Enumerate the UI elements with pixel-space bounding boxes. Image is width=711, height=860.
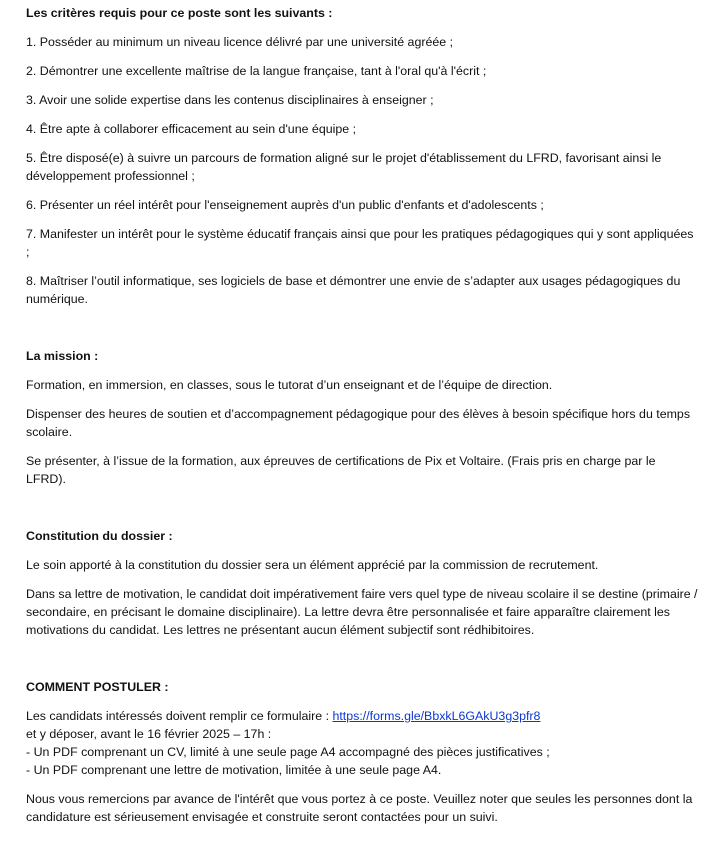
mission-heading: La mission : — [26, 349, 99, 363]
document-page — [26, 4, 698, 837]
dossier-heading: Constitution du dossier : — [26, 529, 173, 543]
criteria-item: 8. Maîtriser l’outil informatique, ses logiciels de base et démontrer une envie de s’adapter aux usages pédagogiques du numérique. — [26, 274, 681, 306]
section-spacer — [26, 319, 698, 347]
criteria-item: 7. Manifester un intérêt pour le système éducatif français ainsi que pour les pratiques pédagogiques qui y sont appliquées ; — [26, 227, 694, 259]
mission-paragraph: Se présenter, à l’issue de la formation, aux épreuves de certifications de Pix et Voltaire. (Frais pris en charge par le LFRD). — [26, 454, 656, 486]
apply-intro-line — [26, 707, 698, 725]
apply-section — [26, 678, 698, 826]
mission-paragraph: Formation, en immersion, en classes, sous le tutorat d’un enseignant et de l’équipe de direction. — [26, 378, 553, 392]
criteria-item: 4. Être apte à collaborer efficacement au sein d'une équipe ; — [26, 122, 357, 136]
mission-section — [26, 347, 698, 488]
section-spacer — [26, 650, 698, 678]
apply-deadline: et y déposer, avant le 16 février 2025 – 17h : — [26, 727, 272, 741]
document-requirement: - Un PDF comprenant un CV, limité à une seule page A4 accompagné des pièces justificatives ; — [26, 745, 550, 759]
criteria-item: 2. Démontrer une excellente maîtrise de la langue française, tant à l'oral qu'à l'écrit ; — [26, 64, 487, 78]
criteria-item: 5. Être disposé(e) à suivre un parcours de formation aligné sur le projet d'établissement du LFRD, favorisant ainsi le développement professionnel ; — [26, 151, 662, 183]
section-spacer — [26, 499, 698, 527]
criteria-item: 1. Posséder au minimum un niveau licence délivré par une université agréée ; — [26, 35, 454, 49]
apply-heading: COMMENT POSTULER : — [26, 680, 169, 694]
dossier-section — [26, 527, 698, 639]
closing-paragraph: Nous vous remercions par avance de l'intérêt que vous portez à ce poste. Veuillez noter que seules les personnes dont la candidature est sérieusement envisagée et construite seront contactées pour un suivi. — [26, 792, 693, 824]
criteria-heading: Les critères requis pour ce poste sont les suivants : — [26, 6, 333, 20]
criteria-item: 3. Avoir une solide expertise dans les contenus disciplinaires à enseigner ; — [26, 93, 434, 107]
dossier-paragraph: Dans sa lettre de motivation, le candidat doit impérativement faire vers quel type de niveau scolaire il se destine (primaire / secondaire, en précisant le domaine disciplinaire). La lettre devra être personnalisée et faire apparaître clairement les motivations du candidat. Les lettres ne présentant aucun élément subjectif sont rédhibitoires. — [26, 587, 698, 637]
criteria-section — [26, 4, 698, 308]
document-requirement: - Un PDF comprenant une lettre de motivation, limitée à une seule page A4. — [26, 763, 442, 777]
form-link[interactable]: https://forms.gle/BbxkL6GAkU3g3pfr8 — [332, 709, 541, 723]
apply-instructions — [26, 707, 698, 779]
apply-intro-text: Les candidats intéressés doivent remplir ce formulaire : — [26, 709, 333, 723]
mission-paragraph: Dispenser des heures de soutien et d’accompagnement pédagogique pour des élèves à besoin spécifique hors du temps scolaire. — [26, 407, 691, 439]
dossier-paragraph: Le soin apporté à la constitution du dossier sera un élément apprécié par la commission de recrutement. — [26, 558, 599, 572]
criteria-item: 6. Présenter un réel intérêt pour l'enseignement auprès d'un public d'enfants et d'adolescents ; — [26, 198, 544, 212]
